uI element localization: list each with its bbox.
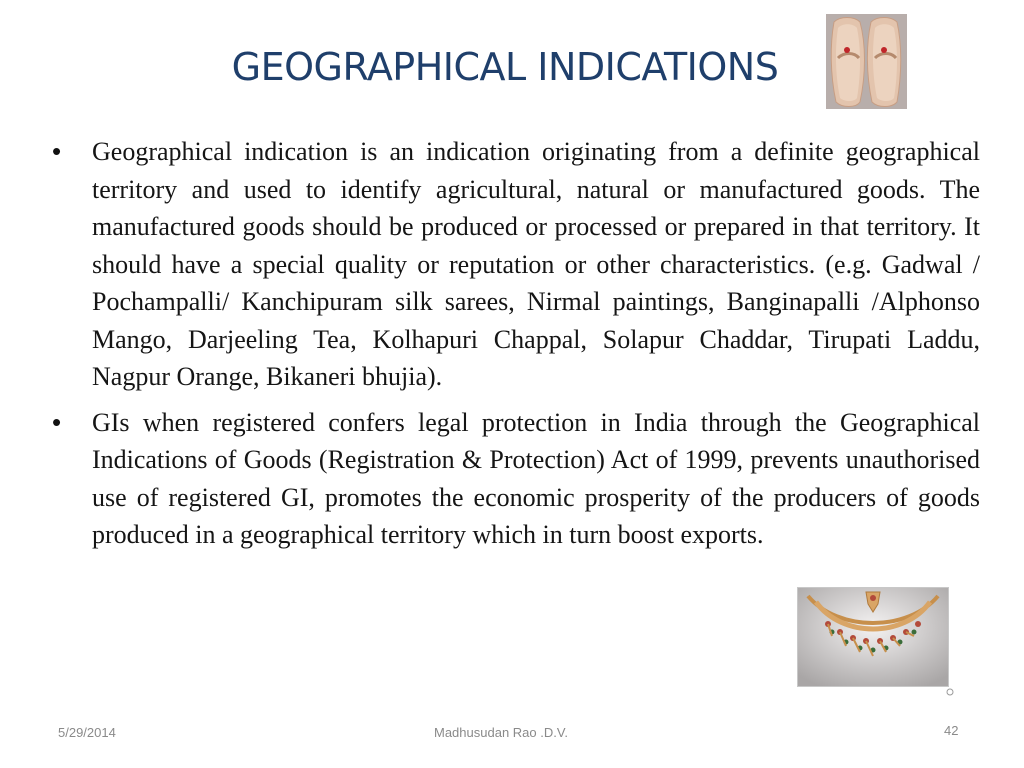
slide-title: GEOGRAPHICAL INDICATIONS — [231, 45, 779, 89]
bullet-item — [48, 404, 980, 554]
bullet-item — [48, 133, 980, 396]
bullet-marker: • — [52, 136, 62, 166]
slide-number: 42 — [944, 723, 959, 738]
necklace-image — [797, 587, 949, 687]
bullet-text: GIs when registered confers legal protection in India through the Geographical Indications of Goods (Registration & Protection) Act of 1999, prevents unauthorised use of registered GI, promotes the economic prosperity of the producers of goods produced in a geographical territory which in turn boost exports. — [92, 407, 980, 549]
footer-date: 5/29/2014 — [58, 725, 116, 740]
resize-handle-icon — [946, 683, 954, 691]
footer-author: Madhusudan Rao .D.V. — [434, 725, 568, 740]
bullet-text: Geographical indication is an indication originating from a definite geographical territory and used to identify agricultural, natural or manufactured goods. The manufactured goods should be produced or processed or prepared in that territory. It should have a special quality or reputation or other characteristics. (e.g. Gadwal / Pochampalli/ Kanchipuram silk sarees, Nirmal paintings, Banginapalli /Alphonso Mango, Darjeeling Tea, Kolhapuri Chappal, Solapur Chaddar, Tirupati Laddu, Nagpur Orange, Bikaneri bhujia). — [92, 137, 980, 391]
bullet-list — [48, 133, 980, 562]
kolhapuri-chappal-image — [826, 14, 907, 109]
bullet-marker: • — [52, 406, 62, 437]
